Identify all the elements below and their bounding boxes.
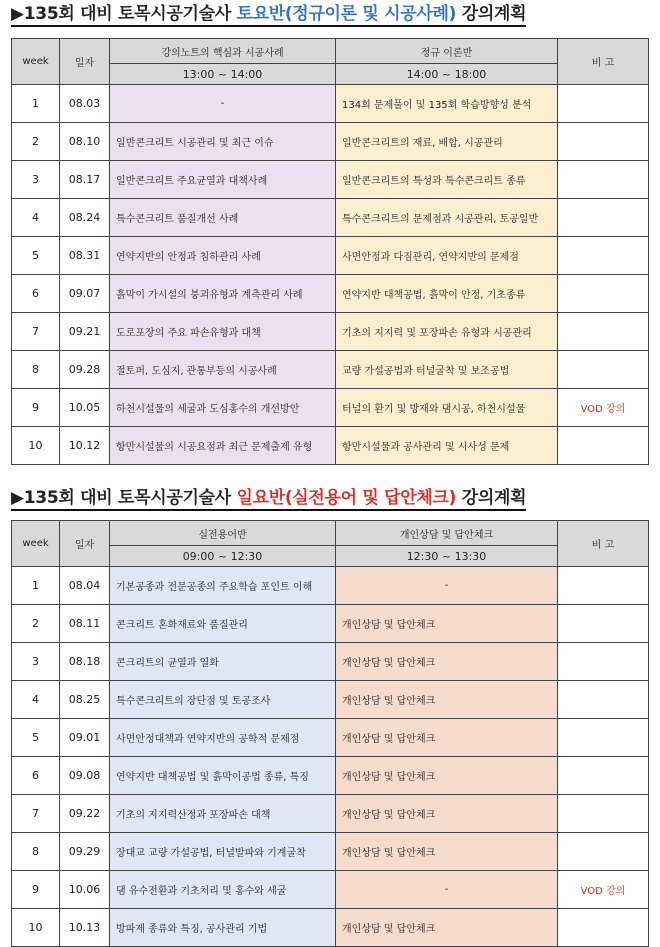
table-row <box>12 275 649 313</box>
date-cell: 10.12 <box>60 427 110 465</box>
note-cell <box>558 909 649 947</box>
note-cell <box>558 757 649 795</box>
col2-cell: - <box>336 871 558 909</box>
col1-cell: 항만시설물의 시공요점과 최근 문제출제 유형 <box>110 427 336 465</box>
col1-cell: - <box>110 85 336 123</box>
col1-cell: 장대교 교량 가설공법, 터널발파와 기계굴착 <box>110 833 336 871</box>
col2-cell: 교량 가설공법과 터널굴착 및 보조공법 <box>336 351 558 389</box>
col1-cell: 콘크리트의 균열과 열화 <box>110 643 336 681</box>
table-row <box>12 681 649 719</box>
saturday-section <box>0 0 660 453</box>
sunday-schedule-table <box>11 520 649 947</box>
col2-cell: 개인상담 및 답안체크 <box>336 833 558 871</box>
week-cell: 5 <box>12 719 60 757</box>
col2-cell: 기초의 지지력 및 포장파손 유형과 시공관리 <box>336 313 558 351</box>
note-cell <box>558 313 649 351</box>
table-row <box>12 757 649 795</box>
date-cell: 08.04 <box>60 567 110 605</box>
table-row <box>12 909 649 947</box>
saturday-table-body <box>12 85 649 465</box>
header-week: week <box>12 39 60 85</box>
week-cell: 3 <box>12 643 60 681</box>
table-row <box>12 313 649 351</box>
note-cell <box>558 85 649 123</box>
date-cell: 10.13 <box>60 909 110 947</box>
table-row <box>12 389 649 427</box>
header-col2-name: 정규 이론반 <box>336 39 558 64</box>
col2-cell: 개인상담 및 답안체크 <box>336 719 558 757</box>
table-row <box>12 85 649 123</box>
table-row <box>12 719 649 757</box>
note-cell <box>558 681 649 719</box>
col2-cell: 일반콘크리트의 재료, 배합, 시공관리 <box>336 123 558 161</box>
sunday-title-suffix: 강의계획 <box>461 488 527 508</box>
note-cell: VOD 강의 <box>558 871 649 909</box>
week-cell: 1 <box>12 567 60 605</box>
date-cell: 09.07 <box>60 275 110 313</box>
header-col2-name: 개인상담 및 답안체크 <box>336 521 558 546</box>
table-row <box>12 351 649 389</box>
note-cell <box>558 719 649 757</box>
header-col2-time: 14:00 ~ 18:00 <box>336 64 558 85</box>
date-cell: 10.06 <box>60 871 110 909</box>
table-row <box>12 833 649 871</box>
col1-cell: 일반콘크리트 시공관리 및 최근 이슈 <box>110 123 336 161</box>
col1-cell: 연약지반 대책공법 및 흙막이공법 종류, 특징 <box>110 757 336 795</box>
table-row <box>12 643 649 681</box>
week-cell: 10 <box>12 427 60 465</box>
table-row <box>12 123 649 161</box>
header-note: 비 고 <box>558 521 649 567</box>
saturday-title-prefix: ▶135회 대비 토목시공기술사 <box>11 4 231 24</box>
table-row <box>12 567 649 605</box>
col1-cell: 도로포장의 주요 파손유형과 대책 <box>110 313 336 351</box>
date-cell: 08.11 <box>60 605 110 643</box>
note-cell <box>558 351 649 389</box>
col1-cell: 흙막이 가시설의 붕괴유형과 계측관리 사례 <box>110 275 336 313</box>
sunday-title-highlight: 일요반(실전용어 및 답안체크) <box>236 488 457 508</box>
header-col1-time: 13:00 ~ 14:00 <box>110 64 336 85</box>
col1-cell: 특수콘크리트 품질개선 사례 <box>110 199 336 237</box>
saturday-title-suffix: 강의계획 <box>461 4 527 24</box>
col2-cell: 개인상담 및 답안체크 <box>336 757 558 795</box>
col1-cell: 연약지반의 안정과 침하관리 사례 <box>110 237 336 275</box>
saturday-schedule-table <box>11 38 649 465</box>
week-cell: 2 <box>12 123 60 161</box>
date-cell: 08.17 <box>60 161 110 199</box>
table-row <box>12 237 649 275</box>
date-cell: 08.03 <box>60 85 110 123</box>
header-date: 일자 <box>60 521 110 567</box>
note-cell <box>558 275 649 313</box>
col2-cell: 개인상담 및 답안체크 <box>336 643 558 681</box>
note-cell <box>558 161 649 199</box>
table-row <box>12 161 649 199</box>
note-cell <box>558 567 649 605</box>
table-row <box>12 795 649 833</box>
week-cell: 5 <box>12 237 60 275</box>
date-cell: 09.08 <box>60 757 110 795</box>
week-cell: 3 <box>12 161 60 199</box>
header-note: 비 고 <box>558 39 649 85</box>
week-cell: 7 <box>12 795 60 833</box>
date-cell: 09.21 <box>60 313 110 351</box>
week-cell: 8 <box>12 833 60 871</box>
date-cell: 08.25 <box>60 681 110 719</box>
col1-cell: 기초의 지지력산정과 포장파손 대책 <box>110 795 336 833</box>
col2-cell: 개인상담 및 답안체크 <box>336 795 558 833</box>
week-cell: 7 <box>12 313 60 351</box>
col1-cell: 콘크리트 혼화재료와 품질관리 <box>110 605 336 643</box>
date-cell: 10.05 <box>60 389 110 427</box>
col1-cell: 일반콘크리트 주요균열과 대책사례 <box>110 161 336 199</box>
week-cell: 9 <box>12 871 60 909</box>
saturday-title <box>11 0 660 30</box>
table-row <box>12 605 649 643</box>
header-col1-name: 실전용어반 <box>110 521 336 546</box>
note-cell <box>558 123 649 161</box>
col2-cell: 일반콘크리트의 특성과 특수콘크리트 종류 <box>336 161 558 199</box>
note-cell <box>558 833 649 871</box>
note-cell <box>558 605 649 643</box>
header-col1-name: 강의노트의 핵심과 시공사례 <box>110 39 336 64</box>
date-cell: 08.10 <box>60 123 110 161</box>
date-cell: 09.01 <box>60 719 110 757</box>
sunday-table-body <box>12 567 649 947</box>
note-cell <box>558 643 649 681</box>
col1-cell: 하천시설물의 세굴과 도심홍수의 개선방안 <box>110 389 336 427</box>
col2-cell: 개인상담 및 답안체크 <box>336 681 558 719</box>
col1-cell: 특수콘크리트의 장단점 및 토공조사 <box>110 681 336 719</box>
col2-cell: 134회 문제풀이 및 135회 학습방향성 분석 <box>336 85 558 123</box>
header-col2-time: 12:30 ~ 13:30 <box>336 546 558 567</box>
note-cell <box>558 199 649 237</box>
week-cell: 2 <box>12 605 60 643</box>
table-row <box>12 871 649 909</box>
note-cell: VOD 강의 <box>558 389 649 427</box>
table-row <box>12 427 649 465</box>
header-week: week <box>12 521 60 567</box>
week-cell: 9 <box>12 389 60 427</box>
week-cell: 6 <box>12 757 60 795</box>
date-cell: 09.28 <box>60 351 110 389</box>
week-cell: 1 <box>12 85 60 123</box>
date-cell: 08.18 <box>60 643 110 681</box>
note-cell <box>558 427 649 465</box>
col1-cell: 방파제 종류와 특징, 공사관리 기법 <box>110 909 336 947</box>
date-cell: 08.24 <box>60 199 110 237</box>
col2-cell: 항만시설물과 공사관리 및 시사성 문제 <box>336 427 558 465</box>
col2-cell: 개인상담 및 답안체크 <box>336 605 558 643</box>
week-cell: 10 <box>12 909 60 947</box>
sunday-section <box>0 484 660 935</box>
header-col1-time: 09:00 ~ 12:30 <box>110 546 336 567</box>
col1-cell: 절토퍼, 도심지, 관통부등의 시공사례 <box>110 351 336 389</box>
col2-cell: - <box>336 567 558 605</box>
note-cell <box>558 795 649 833</box>
col1-cell: 사면안정대책과 연약지반의 공학적 문제점 <box>110 719 336 757</box>
date-cell: 09.22 <box>60 795 110 833</box>
col1-cell: 댐 유수전환과 기초처리 및 홍수와 세굴 <box>110 871 336 909</box>
col2-cell: 개인상담 및 답안체크 <box>336 909 558 947</box>
col1-cell: 기본공종과 전문공종의 주요학습 포인트 이해 <box>110 567 336 605</box>
sunday-title-prefix: ▶135회 대비 토목시공기술사 <box>11 488 231 508</box>
col2-cell: 특수콘크리트의 문제점과 시공관리, 토공일반 <box>336 199 558 237</box>
week-cell: 6 <box>12 275 60 313</box>
week-cell: 4 <box>12 199 60 237</box>
col2-cell: 사면안정과 다짐관리, 연약지반의 문제점 <box>336 237 558 275</box>
col2-cell: 연약지반 대책공법, 흙막이 안정, 기초종류 <box>336 275 558 313</box>
note-cell <box>558 237 649 275</box>
saturday-title-highlight: 토요반(정규이론 및 시공사례) <box>236 4 457 24</box>
col2-cell: 터널의 환기 및 방재와 댐시공, 하천시설물 <box>336 389 558 427</box>
date-cell: 09.29 <box>60 833 110 871</box>
sunday-title <box>11 484 660 514</box>
week-cell: 8 <box>12 351 60 389</box>
date-cell: 08.31 <box>60 237 110 275</box>
week-cell: 4 <box>12 681 60 719</box>
table-row <box>12 199 649 237</box>
header-date: 일자 <box>60 39 110 85</box>
